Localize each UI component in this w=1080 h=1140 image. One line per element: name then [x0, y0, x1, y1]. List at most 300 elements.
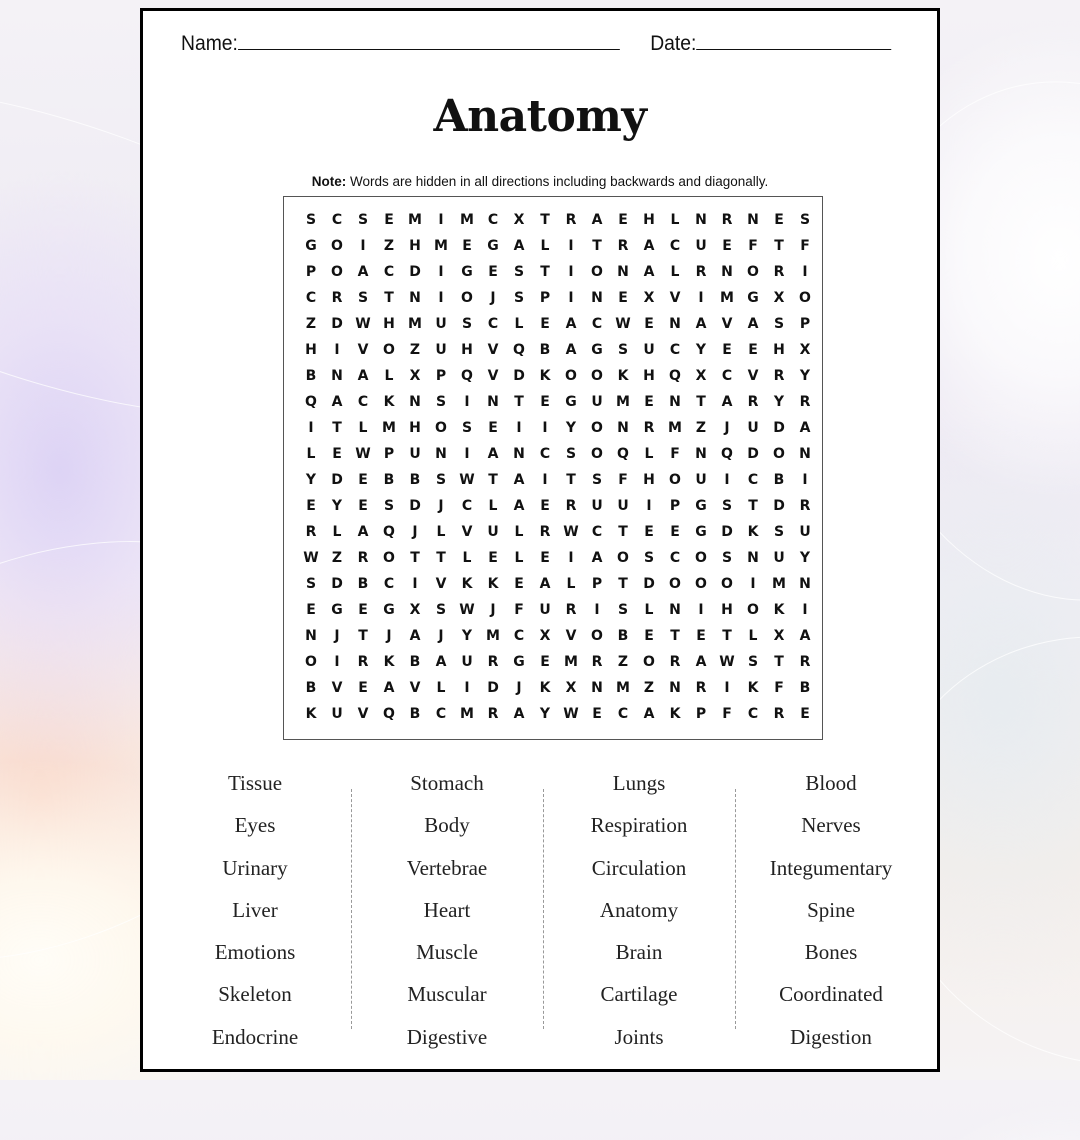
grid-cell[interactable]: D: [747, 446, 759, 462]
grid-cell[interactable]: T: [722, 628, 732, 644]
grid-cell[interactable]: E: [358, 472, 368, 488]
grid-cell[interactable]: P: [539, 290, 551, 306]
grid-cell[interactable]: B: [305, 368, 317, 384]
grid-cell[interactable]: E: [462, 238, 472, 254]
grid-cell[interactable]: L: [306, 446, 316, 462]
grid-cell[interactable]: R: [773, 706, 785, 722]
grid-cell[interactable]: M: [486, 628, 500, 644]
grid-cell[interactable]: O: [695, 550, 707, 566]
grid-cell[interactable]: F: [670, 446, 680, 462]
grid-cell[interactable]: G: [305, 238, 317, 254]
grid-cell[interactable]: N: [617, 264, 629, 280]
grid-cell[interactable]: B: [409, 472, 421, 488]
grid-cell[interactable]: L: [436, 524, 446, 540]
grid-cell[interactable]: M: [408, 316, 422, 332]
grid-cell[interactable]: X: [409, 602, 421, 618]
grid-cell[interactable]: S: [721, 550, 733, 566]
grid-cell[interactable]: I: [464, 394, 470, 410]
grid-cell[interactable]: R: [591, 654, 603, 670]
grid-cell[interactable]: S: [461, 420, 473, 436]
grid-cell[interactable]: S: [773, 316, 785, 332]
grid-cell[interactable]: U: [617, 498, 629, 514]
grid-cell[interactable]: E: [540, 316, 550, 332]
grid-cell[interactable]: A: [357, 524, 369, 540]
grid-cell[interactable]: A: [487, 446, 499, 462]
grid-cell[interactable]: L: [566, 576, 576, 592]
grid-cell[interactable]: O: [383, 342, 395, 358]
grid-cell[interactable]: H: [721, 602, 733, 618]
grid-cell[interactable]: X: [643, 290, 655, 306]
grid-cell[interactable]: L: [670, 264, 680, 280]
grid-cell[interactable]: N: [513, 446, 525, 462]
grid-cell[interactable]: S: [383, 498, 395, 514]
grid-cell[interactable]: I: [438, 290, 444, 306]
grid-cell[interactable]: C: [383, 576, 395, 592]
grid-cell[interactable]: Y: [461, 628, 473, 644]
grid-cell[interactable]: Y: [799, 368, 811, 384]
grid-cell[interactable]: J: [516, 680, 522, 696]
grid-cell[interactable]: G: [695, 498, 707, 514]
grid-cell[interactable]: M: [616, 680, 630, 696]
grid-cell[interactable]: S: [305, 576, 317, 592]
grid-cell[interactable]: S: [799, 212, 811, 228]
grid-cell[interactable]: A: [539, 576, 551, 592]
grid-cell[interactable]: L: [540, 238, 550, 254]
grid-cell[interactable]: U: [747, 420, 759, 436]
grid-cell[interactable]: W: [355, 316, 371, 332]
grid-cell[interactable]: X: [539, 628, 551, 644]
grid-cell[interactable]: O: [799, 290, 811, 306]
grid-cell[interactable]: E: [644, 316, 654, 332]
grid-cell[interactable]: M: [616, 394, 630, 410]
grid-cell[interactable]: R: [747, 394, 759, 410]
grid-cell[interactable]: I: [412, 576, 418, 592]
grid-cell[interactable]: E: [618, 212, 628, 228]
grid-cell[interactable]: Z: [305, 316, 317, 332]
grid-cell[interactable]: B: [409, 654, 421, 670]
grid-cell[interactable]: O: [591, 628, 603, 644]
grid-cell[interactable]: L: [644, 602, 654, 618]
grid-cell[interactable]: O: [643, 654, 655, 670]
grid-cell[interactable]: R: [565, 602, 577, 618]
grid-cell[interactable]: A: [357, 368, 369, 384]
grid-cell[interactable]: Y: [695, 342, 707, 358]
grid-cell[interactable]: E: [774, 212, 784, 228]
grid-cell[interactable]: N: [695, 446, 707, 462]
grid-cell[interactable]: G: [591, 342, 603, 358]
grid-cell[interactable]: Y: [331, 498, 343, 514]
grid-cell[interactable]: F: [722, 706, 732, 722]
grid-cell[interactable]: P: [669, 498, 681, 514]
grid-cell[interactable]: I: [568, 550, 574, 566]
grid-cell[interactable]: E: [358, 602, 368, 618]
grid-cell[interactable]: I: [542, 420, 548, 436]
grid-cell[interactable]: M: [460, 212, 474, 228]
grid-cell[interactable]: X: [799, 342, 811, 358]
grid-cell[interactable]: K: [669, 706, 681, 722]
grid-cell[interactable]: O: [383, 550, 395, 566]
grid-cell[interactable]: J: [334, 628, 340, 644]
grid-cell[interactable]: O: [695, 576, 707, 592]
grid-cell[interactable]: I: [464, 680, 470, 696]
grid-cell[interactable]: E: [540, 654, 550, 670]
grid-cell[interactable]: T: [540, 264, 550, 280]
grid-cell[interactable]: S: [513, 264, 525, 280]
grid-cell[interactable]: Y: [773, 394, 785, 410]
grid-cell[interactable]: J: [438, 498, 444, 514]
grid-cell[interactable]: H: [409, 420, 421, 436]
grid-cell[interactable]: A: [513, 238, 525, 254]
grid-cell[interactable]: S: [643, 550, 655, 566]
grid-cell[interactable]: D: [409, 264, 421, 280]
grid-cell[interactable]: S: [435, 602, 447, 618]
grid-cell[interactable]: C: [383, 264, 395, 280]
grid-cell[interactable]: H: [409, 238, 421, 254]
grid-cell[interactable]: L: [358, 420, 368, 436]
grid-cell[interactable]: C: [461, 498, 473, 514]
grid-cell[interactable]: V: [331, 680, 343, 696]
grid-cell[interactable]: I: [724, 472, 730, 488]
grid-cell[interactable]: N: [591, 290, 603, 306]
grid-cell[interactable]: U: [539, 602, 551, 618]
grid-cell[interactable]: N: [799, 446, 811, 462]
grid-cell[interactable]: R: [565, 212, 577, 228]
grid-cell[interactable]: S: [565, 446, 577, 462]
grid-cell[interactable]: R: [617, 238, 629, 254]
grid-cell[interactable]: D: [331, 316, 343, 332]
grid-cell[interactable]: E: [722, 238, 732, 254]
grid-cell[interactable]: C: [669, 342, 681, 358]
grid-cell[interactable]: E: [800, 706, 810, 722]
grid-cell[interactable]: O: [331, 264, 343, 280]
grid-cell[interactable]: E: [644, 628, 654, 644]
grid-cell[interactable]: L: [384, 368, 394, 384]
grid-cell[interactable]: I: [802, 602, 808, 618]
grid-cell[interactable]: Q: [305, 394, 317, 410]
grid-cell[interactable]: E: [332, 446, 342, 462]
grid-cell[interactable]: X: [773, 628, 785, 644]
grid-cell[interactable]: J: [386, 628, 392, 644]
grid-cell[interactable]: E: [540, 394, 550, 410]
grid-cell[interactable]: O: [617, 550, 629, 566]
grid-cell[interactable]: A: [799, 420, 811, 436]
grid-cell[interactable]: R: [487, 706, 499, 722]
grid-cell[interactable]: C: [669, 550, 681, 566]
grid-cell[interactable]: Q: [617, 446, 629, 462]
grid-cell[interactable]: Q: [383, 706, 395, 722]
name-blank-line[interactable]: [238, 29, 620, 50]
grid-cell[interactable]: I: [802, 264, 808, 280]
grid-cell[interactable]: V: [435, 576, 447, 592]
grid-cell[interactable]: O: [669, 576, 681, 592]
grid-cell[interactable]: K: [617, 368, 629, 384]
grid-cell[interactable]: B: [383, 472, 395, 488]
grid-cell[interactable]: W: [563, 706, 579, 722]
grid-cell[interactable]: R: [539, 524, 551, 540]
grid-cell[interactable]: N: [695, 212, 707, 228]
grid-cell[interactable]: T: [670, 628, 680, 644]
grid-cell[interactable]: I: [750, 576, 756, 592]
grid-cell[interactable]: R: [695, 680, 707, 696]
grid-cell[interactable]: R: [669, 654, 681, 670]
grid-cell[interactable]: N: [747, 550, 759, 566]
grid-cell[interactable]: V: [357, 342, 369, 358]
grid-cell[interactable]: S: [435, 394, 447, 410]
grid-cell[interactable]: B: [305, 680, 317, 696]
grid-cell[interactable]: G: [565, 394, 577, 410]
grid-cell[interactable]: R: [643, 420, 655, 436]
grid-cell[interactable]: R: [357, 654, 369, 670]
grid-cell[interactable]: K: [383, 394, 395, 410]
grid-cell[interactable]: B: [617, 628, 629, 644]
grid-cell[interactable]: I: [334, 342, 340, 358]
grid-cell[interactable]: G: [695, 524, 707, 540]
grid-cell[interactable]: W: [563, 524, 579, 540]
grid-cell[interactable]: G: [383, 602, 395, 618]
grid-cell[interactable]: N: [799, 576, 811, 592]
grid-cell[interactable]: N: [669, 680, 681, 696]
grid-cell[interactable]: C: [435, 706, 447, 722]
grid-cell[interactable]: A: [747, 316, 759, 332]
grid-cell[interactable]: W: [719, 654, 735, 670]
grid-cell[interactable]: M: [772, 576, 786, 592]
grid-cell[interactable]: R: [565, 498, 577, 514]
grid-cell[interactable]: S: [435, 472, 447, 488]
grid-cell[interactable]: X: [409, 368, 421, 384]
grid-cell[interactable]: K: [539, 368, 551, 384]
grid-cell[interactable]: N: [305, 628, 317, 644]
grid-cell[interactable]: R: [357, 550, 369, 566]
grid-cell[interactable]: D: [487, 680, 499, 696]
grid-cell[interactable]: T: [384, 290, 394, 306]
grid-cell[interactable]: C: [539, 446, 551, 462]
grid-cell[interactable]: V: [487, 342, 499, 358]
grid-cell[interactable]: O: [305, 654, 317, 670]
grid-cell[interactable]: T: [774, 238, 784, 254]
grid-cell[interactable]: M: [668, 420, 682, 436]
grid-cell[interactable]: A: [695, 654, 707, 670]
grid-cell[interactable]: T: [774, 654, 784, 670]
grid-cell[interactable]: F: [800, 238, 810, 254]
grid-cell[interactable]: I: [568, 238, 574, 254]
grid-cell[interactable]: O: [747, 264, 759, 280]
grid-cell[interactable]: E: [306, 602, 316, 618]
grid-cell[interactable]: S: [617, 602, 629, 618]
grid-cell[interactable]: M: [460, 706, 474, 722]
grid-cell[interactable]: I: [516, 420, 522, 436]
grid-cell[interactable]: M: [720, 290, 734, 306]
grid-cell[interactable]: O: [461, 290, 473, 306]
grid-cell[interactable]: A: [643, 238, 655, 254]
grid-cell[interactable]: A: [331, 394, 343, 410]
word-search-grid[interactable]: [298, 207, 818, 727]
grid-cell[interactable]: V: [721, 316, 733, 332]
grid-cell[interactable]: R: [773, 264, 785, 280]
grid-cell[interactable]: T: [540, 212, 550, 228]
grid-cell[interactable]: E: [722, 342, 732, 358]
grid-cell[interactable]: I: [698, 602, 704, 618]
grid-cell[interactable]: R: [773, 368, 785, 384]
grid-cell[interactable]: G: [487, 238, 499, 254]
grid-cell[interactable]: P: [383, 446, 395, 462]
grid-cell[interactable]: A: [409, 628, 421, 644]
grid-cell[interactable]: L: [670, 212, 680, 228]
grid-cell[interactable]: Y: [539, 706, 551, 722]
grid-cell[interactable]: U: [643, 342, 655, 358]
grid-cell[interactable]: Z: [617, 654, 629, 670]
grid-cell[interactable]: C: [513, 628, 525, 644]
grid-cell[interactable]: I: [594, 602, 600, 618]
grid-cell[interactable]: K: [461, 576, 473, 592]
grid-cell[interactable]: X: [565, 680, 577, 696]
grid-cell[interactable]: L: [514, 524, 524, 540]
grid-cell[interactable]: A: [513, 472, 525, 488]
grid-cell[interactable]: Z: [331, 550, 343, 566]
grid-cell[interactable]: K: [747, 680, 759, 696]
grid-cell[interactable]: H: [643, 368, 655, 384]
grid-cell[interactable]: P: [799, 316, 811, 332]
grid-cell[interactable]: H: [383, 316, 395, 332]
grid-cell[interactable]: C: [305, 290, 317, 306]
grid-cell[interactable]: D: [331, 472, 343, 488]
grid-cell[interactable]: E: [592, 706, 602, 722]
grid-cell[interactable]: E: [670, 524, 680, 540]
grid-cell[interactable]: L: [332, 524, 342, 540]
grid-cell[interactable]: K: [539, 680, 551, 696]
grid-cell[interactable]: L: [488, 498, 498, 514]
grid-cell[interactable]: S: [305, 212, 317, 228]
grid-cell[interactable]: X: [773, 290, 785, 306]
grid-cell[interactable]: R: [799, 654, 811, 670]
grid-cell[interactable]: U: [799, 524, 811, 540]
grid-cell[interactable]: C: [721, 368, 733, 384]
grid-cell[interactable]: M: [434, 238, 448, 254]
grid-cell[interactable]: D: [773, 420, 785, 436]
grid-cell[interactable]: N: [669, 394, 681, 410]
grid-cell[interactable]: S: [721, 498, 733, 514]
grid-cell[interactable]: T: [748, 498, 758, 514]
grid-cell[interactable]: A: [643, 264, 655, 280]
grid-cell[interactable]: T: [436, 550, 446, 566]
grid-cell[interactable]: V: [357, 706, 369, 722]
grid-cell[interactable]: E: [644, 394, 654, 410]
grid-cell[interactable]: U: [695, 238, 707, 254]
grid-cell[interactable]: U: [331, 706, 343, 722]
grid-cell[interactable]: R: [799, 498, 811, 514]
grid-cell[interactable]: Y: [799, 550, 811, 566]
date-blank-line[interactable]: [696, 29, 891, 50]
grid-cell[interactable]: C: [617, 706, 629, 722]
grid-cell[interactable]: G: [331, 602, 343, 618]
grid-cell[interactable]: Z: [643, 680, 655, 696]
grid-cell[interactable]: N: [331, 368, 343, 384]
grid-cell[interactable]: O: [591, 420, 603, 436]
grid-cell[interactable]: Z: [695, 420, 707, 436]
date-field[interactable]: [650, 29, 891, 56]
name-field[interactable]: [181, 29, 620, 56]
grid-cell[interactable]: O: [565, 368, 577, 384]
grid-cell[interactable]: F: [514, 602, 524, 618]
grid-cell[interactable]: B: [409, 706, 421, 722]
grid-cell[interactable]: N: [435, 446, 447, 462]
grid-cell[interactable]: X: [513, 212, 525, 228]
grid-cell[interactable]: S: [617, 342, 629, 358]
grid-cell[interactable]: U: [591, 498, 603, 514]
grid-cell[interactable]: O: [747, 602, 759, 618]
grid-cell[interactable]: T: [592, 238, 602, 254]
grid-cell[interactable]: C: [747, 706, 759, 722]
grid-cell[interactable]: N: [409, 290, 421, 306]
grid-cell[interactable]: I: [802, 472, 808, 488]
grid-cell[interactable]: O: [591, 446, 603, 462]
grid-cell[interactable]: I: [360, 238, 366, 254]
grid-cell[interactable]: Q: [721, 446, 733, 462]
grid-cell[interactable]: J: [724, 420, 730, 436]
grid-cell[interactable]: F: [774, 680, 784, 696]
grid-cell[interactable]: L: [514, 550, 524, 566]
grid-cell[interactable]: N: [669, 316, 681, 332]
grid-cell[interactable]: J: [412, 524, 418, 540]
grid-cell[interactable]: V: [565, 628, 577, 644]
grid-cell[interactable]: P: [695, 706, 707, 722]
grid-cell[interactable]: R: [305, 524, 317, 540]
grid-cell[interactable]: N: [721, 264, 733, 280]
grid-cell[interactable]: C: [591, 524, 603, 540]
grid-cell[interactable]: Q: [383, 524, 395, 540]
grid-cell[interactable]: I: [568, 290, 574, 306]
grid-cell[interactable]: R: [721, 212, 733, 228]
grid-cell[interactable]: R: [487, 654, 499, 670]
grid-cell[interactable]: I: [464, 446, 470, 462]
grid-cell[interactable]: S: [591, 472, 603, 488]
grid-cell[interactable]: N: [747, 212, 759, 228]
grid-cell[interactable]: H: [773, 342, 785, 358]
grid-cell[interactable]: Z: [409, 342, 421, 358]
grid-cell[interactable]: U: [435, 316, 447, 332]
grid-cell[interactable]: C: [591, 316, 603, 332]
grid-cell[interactable]: F: [618, 472, 628, 488]
grid-cell[interactable]: I: [542, 472, 548, 488]
grid-cell[interactable]: D: [721, 524, 733, 540]
grid-cell[interactable]: D: [513, 368, 525, 384]
grid-cell[interactable]: T: [488, 472, 498, 488]
grid-cell[interactable]: D: [409, 498, 421, 514]
grid-cell[interactable]: U: [409, 446, 421, 462]
grid-cell[interactable]: C: [331, 212, 343, 228]
grid-cell[interactable]: W: [303, 550, 319, 566]
grid-cell[interactable]: A: [435, 654, 447, 670]
grid-cell[interactable]: O: [773, 446, 785, 462]
grid-cell[interactable]: Q: [461, 368, 473, 384]
grid-cell[interactable]: T: [358, 628, 368, 644]
grid-cell[interactable]: A: [383, 680, 395, 696]
grid-cell[interactable]: M: [408, 212, 422, 228]
grid-cell[interactable]: K: [773, 602, 785, 618]
grid-cell[interactable]: S: [357, 212, 369, 228]
grid-cell[interactable]: A: [565, 342, 577, 358]
grid-cell[interactable]: R: [331, 290, 343, 306]
grid-cell[interactable]: I: [724, 680, 730, 696]
grid-cell[interactable]: I: [334, 654, 340, 670]
grid-cell[interactable]: M: [564, 654, 578, 670]
grid-cell[interactable]: A: [513, 706, 525, 722]
grid-cell[interactable]: T: [410, 550, 420, 566]
grid-cell[interactable]: C: [747, 472, 759, 488]
grid-cell[interactable]: V: [747, 368, 759, 384]
grid-cell[interactable]: V: [461, 524, 473, 540]
grid-cell[interactable]: A: [591, 212, 603, 228]
grid-cell[interactable]: P: [435, 368, 447, 384]
